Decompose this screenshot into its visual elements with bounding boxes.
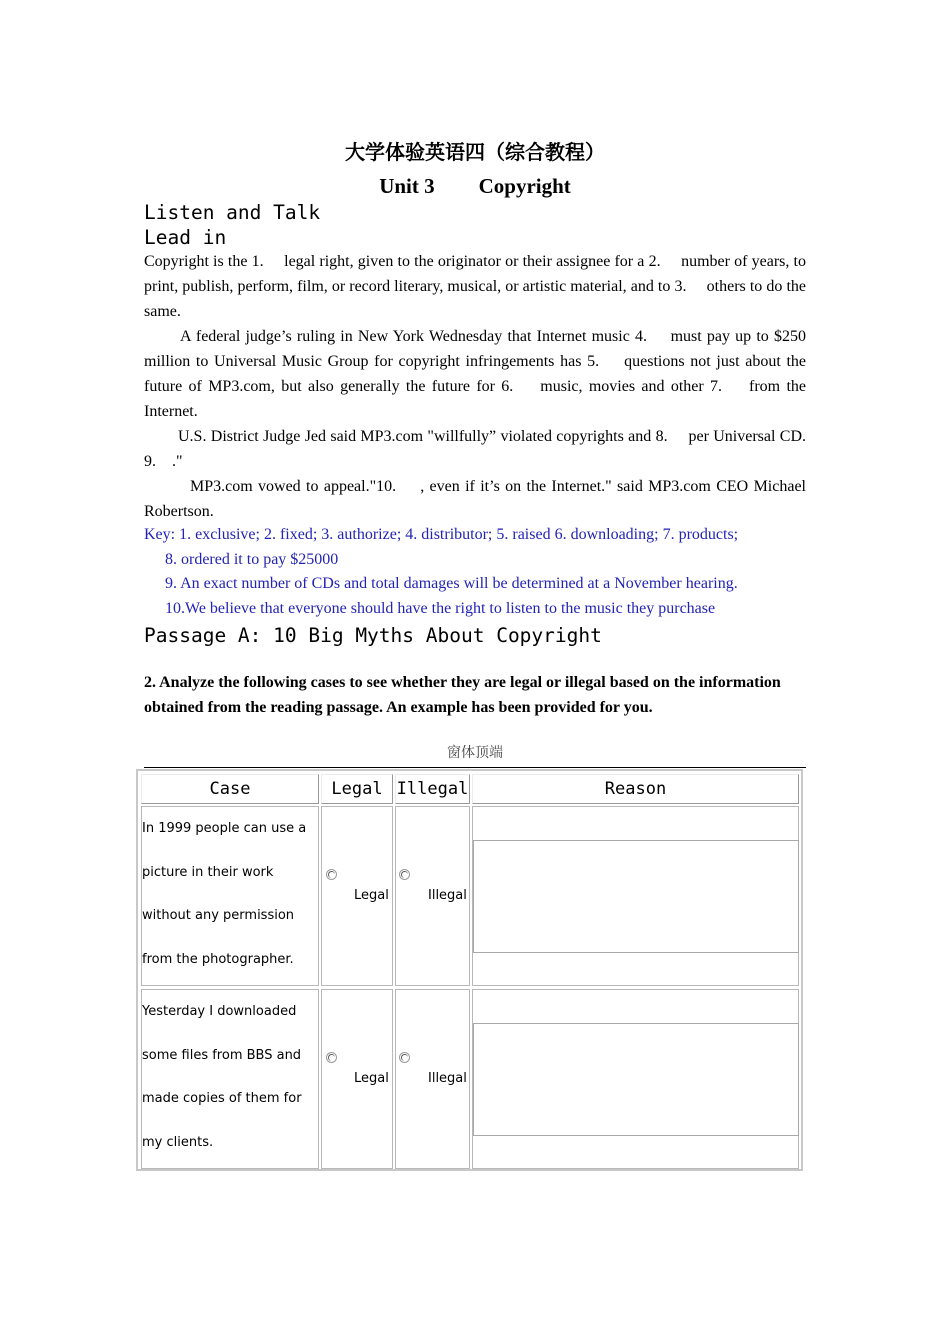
lead-in-text (144, 249, 806, 524)
case-line: without any permission (142, 908, 295, 923)
reason-cell (472, 989, 799, 1169)
illegal-radio[interactable] (399, 1052, 410, 1063)
key-line-1: Key: 1. exclusive; 2. fixed; 3. authorize; 4. distributor; 5. raised 6. downloading; 7. products; (144, 526, 739, 543)
paragraph-1: Copyright is the 1. legal right, given to the originator or their assignee for a 2. number of years, to print, publish, perform, film, or record literary, musical, or artistic material, and to 3. others to do the same. (144, 253, 807, 320)
form-top-label: 窗体顶端 (447, 745, 503, 761)
key-line-2: 8. ordered it to pay $25000 (165, 550, 339, 568)
course-title: 大学体验英语四（综合教程） (345, 140, 605, 164)
passage-title: Passage A: 10 Big Myths About Copyright (144, 624, 602, 647)
answer-key (144, 523, 814, 622)
legal-radio[interactable] (326, 869, 337, 880)
legal-radio-label: Legal (354, 1071, 389, 1086)
case-line: my clients. (142, 1134, 214, 1150)
legal-cell (321, 806, 393, 986)
illegal-cell (395, 806, 470, 986)
illegal-cell (395, 989, 470, 1169)
task-instruction: 2. Analyze the following cases to see whether they are legal or illegal based on the information obtained from the reading passage. An example has been provided for you. (144, 674, 781, 716)
header-reason: Reason (472, 774, 799, 804)
case-line: In 1999 people can use a (142, 821, 307, 836)
case-line: made copies of them for (142, 1091, 302, 1106)
case-line: from the photographer. (142, 951, 294, 967)
unit-title (144, 174, 806, 199)
reason-textarea[interactable] (473, 840, 799, 953)
paragraph-4: MP3.com vowed to appeal."10. , even if it’s on the Internet." said MP3.com CEO Michael Robertson. (144, 478, 806, 520)
reason-cell (472, 806, 799, 986)
paragraph-3: U.S. District Judge Jed said MP3.com "willfully” violated copyrights and 8. per Universal CD. 9. ." (144, 428, 806, 470)
unit-label: Unit 3 (379, 174, 435, 198)
header-case: Case (141, 774, 319, 804)
case-cell (141, 806, 319, 986)
case-line: picture in their work (142, 864, 274, 880)
case-line: some files from BBS and (142, 1047, 302, 1063)
section-lead-in: Lead in (144, 226, 227, 249)
legal-cell (321, 989, 393, 1169)
illegal-radio-label: Illegal (428, 1071, 467, 1086)
key-line-3: 9. An exact number of CDs and total damages will be determined at a November hearing. (165, 575, 738, 593)
illegal-radio[interactable] (399, 869, 410, 880)
section-listen-and-talk: Listen and Talk (144, 201, 321, 224)
cases-table (136, 769, 803, 1171)
key-line-4: 10.We believe that everyone should have the right to listen to the music they purchase (165, 600, 716, 618)
illegal-radio-label: Illegal (428, 888, 467, 903)
unit-topic: Copyright (478, 174, 571, 198)
legal-radio[interactable] (326, 1052, 337, 1063)
reason-textarea[interactable] (473, 1023, 799, 1136)
form-top-divider (144, 767, 806, 768)
case-cell (141, 989, 319, 1169)
header-legal: Legal (321, 774, 393, 804)
paragraph-2: A federal judge’s ruling in New York Wednesday that Internet music 4. must pay up to $250 million to Universal Music Group for copyright infringements has 5. questions not just about the future of MP3.com, but also generally the future for 6. music, movies and other 7. from the Internet. (144, 328, 806, 420)
header-illegal: Illegal (395, 774, 470, 804)
case-line: Yesterday I downloaded (142, 1004, 297, 1019)
legal-radio-label: Legal (354, 888, 389, 903)
